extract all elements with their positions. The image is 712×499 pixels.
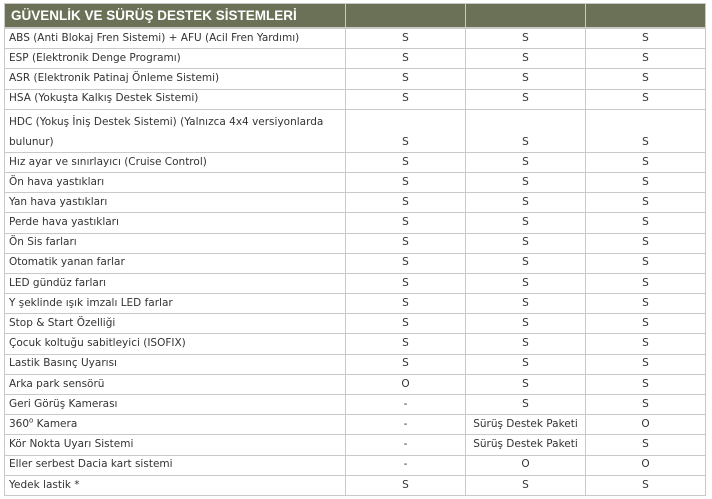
value-cell: S	[586, 69, 706, 89]
feature-label-rest: Kamera	[33, 417, 78, 430]
value-cell: S	[346, 193, 466, 213]
value-cell: S	[346, 233, 466, 253]
value-cell: S	[346, 475, 466, 495]
value-cell: S	[346, 152, 466, 172]
feature-label-main: 360	[9, 417, 30, 430]
table-row	[5, 334, 706, 354]
value-cell: S	[586, 253, 706, 273]
value-cell: S	[346, 109, 466, 152]
value-cell: S	[586, 49, 706, 69]
value-cell: O	[586, 455, 706, 475]
value-cell: S	[466, 28, 586, 49]
table-title: GÜVENLİK VE SÜRÜŞ DESTEK SİSTEMLERİ	[5, 4, 346, 29]
value-cell: O	[466, 455, 586, 475]
feature-label: ESP (Elektronik Denge Programı)	[5, 49, 346, 69]
value-cell: S	[466, 374, 586, 394]
value-cell: S	[586, 435, 706, 455]
value-cell: S	[586, 314, 706, 334]
feature-label: Arka park sensörü	[5, 374, 346, 394]
value-cell: S	[346, 69, 466, 89]
value-cell: S	[466, 273, 586, 293]
value-cell: S	[466, 213, 586, 233]
value-cell: Sürüş Destek Paketi	[466, 435, 586, 455]
value-cell: Sürüş Destek Paketi	[466, 415, 586, 435]
table-row	[5, 69, 706, 89]
feature-label: Yedek lastik *	[5, 475, 346, 495]
value-cell: S	[586, 213, 706, 233]
table-row	[5, 89, 706, 109]
table-row	[5, 294, 706, 314]
value-cell: S	[466, 109, 586, 152]
value-cell: S	[346, 253, 466, 273]
value-cell: S	[466, 475, 586, 495]
value-cell: S	[586, 334, 706, 354]
table-row	[5, 354, 706, 374]
value-cell: S	[346, 89, 466, 109]
value-cell: S	[466, 354, 586, 374]
value-cell: S	[346, 273, 466, 293]
value-cell: S	[586, 109, 706, 152]
value-cell: S	[346, 28, 466, 49]
feature-label: ABS (Anti Blokaj Fren Sistemi) + AFU (Acil Fren Yardımı)	[5, 28, 346, 49]
value-cell: S	[466, 314, 586, 334]
feature-label: LED gündüz farları	[5, 273, 346, 293]
table-row	[5, 475, 706, 495]
header-col-2	[466, 4, 586, 29]
value-cell: S	[346, 172, 466, 192]
value-cell: S	[466, 152, 586, 172]
feature-label: HDC (Yokuş İniş Destek Sistemi) (Yalnızca 4x4 versiyonlarda bulunur)	[5, 109, 346, 152]
value-cell: S	[586, 193, 706, 213]
value-cell: -	[346, 395, 466, 415]
value-cell: S	[346, 334, 466, 354]
feature-label: Yan hava yastıkları	[5, 193, 346, 213]
table-row	[5, 435, 706, 455]
table-row	[5, 109, 706, 152]
value-cell: S	[586, 354, 706, 374]
feature-label: Y şeklinde ışık imzalı LED farlar	[5, 294, 346, 314]
value-cell: S	[586, 89, 706, 109]
value-cell: S	[346, 213, 466, 233]
table-row	[5, 273, 706, 293]
table-row	[5, 253, 706, 273]
value-cell: -	[346, 415, 466, 435]
feature-label: Eller serbest Dacia kart sistemi	[5, 455, 346, 475]
value-cell: S	[586, 172, 706, 192]
feature-label	[5, 415, 346, 435]
safety-spec-table	[4, 3, 706, 496]
value-cell: S	[586, 28, 706, 49]
value-cell: S	[466, 233, 586, 253]
value-cell: S	[466, 334, 586, 354]
header-col-1	[346, 4, 466, 29]
header-col-3	[586, 4, 706, 29]
table-row	[5, 49, 706, 69]
value-cell: S	[346, 49, 466, 69]
feature-label: Kör Nokta Uyarı Sistemi	[5, 435, 346, 455]
value-cell: S	[466, 193, 586, 213]
value-cell: S	[466, 172, 586, 192]
value-cell: S	[346, 314, 466, 334]
value-cell: S	[586, 294, 706, 314]
table-header-row	[5, 4, 706, 29]
value-cell: S	[586, 395, 706, 415]
feature-label: Çocuk koltuğu sabitleyici (ISOFIX)	[5, 334, 346, 354]
table-row	[5, 193, 706, 213]
value-cell: S	[586, 152, 706, 172]
value-cell: -	[346, 435, 466, 455]
value-cell: S	[466, 395, 586, 415]
value-cell: S	[466, 89, 586, 109]
feature-label: Otomatik yanan farlar	[5, 253, 346, 273]
value-cell: S	[466, 253, 586, 273]
feature-label: Ön Sis farları	[5, 233, 346, 253]
table-row	[5, 415, 706, 435]
value-cell: O	[586, 415, 706, 435]
value-cell: S	[586, 233, 706, 253]
feature-label: Stop & Start Özelliği	[5, 314, 346, 334]
value-cell: S	[586, 374, 706, 394]
value-cell: S	[466, 69, 586, 89]
feature-label: HSA (Yokuşta Kalkış Destek Sistemi)	[5, 89, 346, 109]
feature-label: Hız ayar ve sınırlayıcı (Cruise Control)	[5, 152, 346, 172]
feature-label: Geri Görüş Kamerası	[5, 395, 346, 415]
value-cell: S	[466, 49, 586, 69]
table-row	[5, 28, 706, 49]
feature-label: Ön hava yastıkları	[5, 172, 346, 192]
degree-superscript: o	[29, 416, 34, 425]
value-cell: O	[346, 374, 466, 394]
value-cell: S	[346, 354, 466, 374]
table-row	[5, 213, 706, 233]
table-row	[5, 172, 706, 192]
table-row	[5, 395, 706, 415]
table-row	[5, 374, 706, 394]
value-cell: S	[466, 294, 586, 314]
value-cell: S	[586, 475, 706, 495]
table-row	[5, 233, 706, 253]
value-cell: -	[346, 455, 466, 475]
table-row	[5, 455, 706, 475]
feature-label: Lastik Basınç Uyarısı	[5, 354, 346, 374]
value-cell: S	[586, 273, 706, 293]
table-row	[5, 152, 706, 172]
feature-label: ASR (Elektronik Patinaj Önleme Sistemi)	[5, 69, 346, 89]
feature-label: Perde hava yastıkları	[5, 213, 346, 233]
value-cell: S	[346, 294, 466, 314]
table-row	[5, 314, 706, 334]
